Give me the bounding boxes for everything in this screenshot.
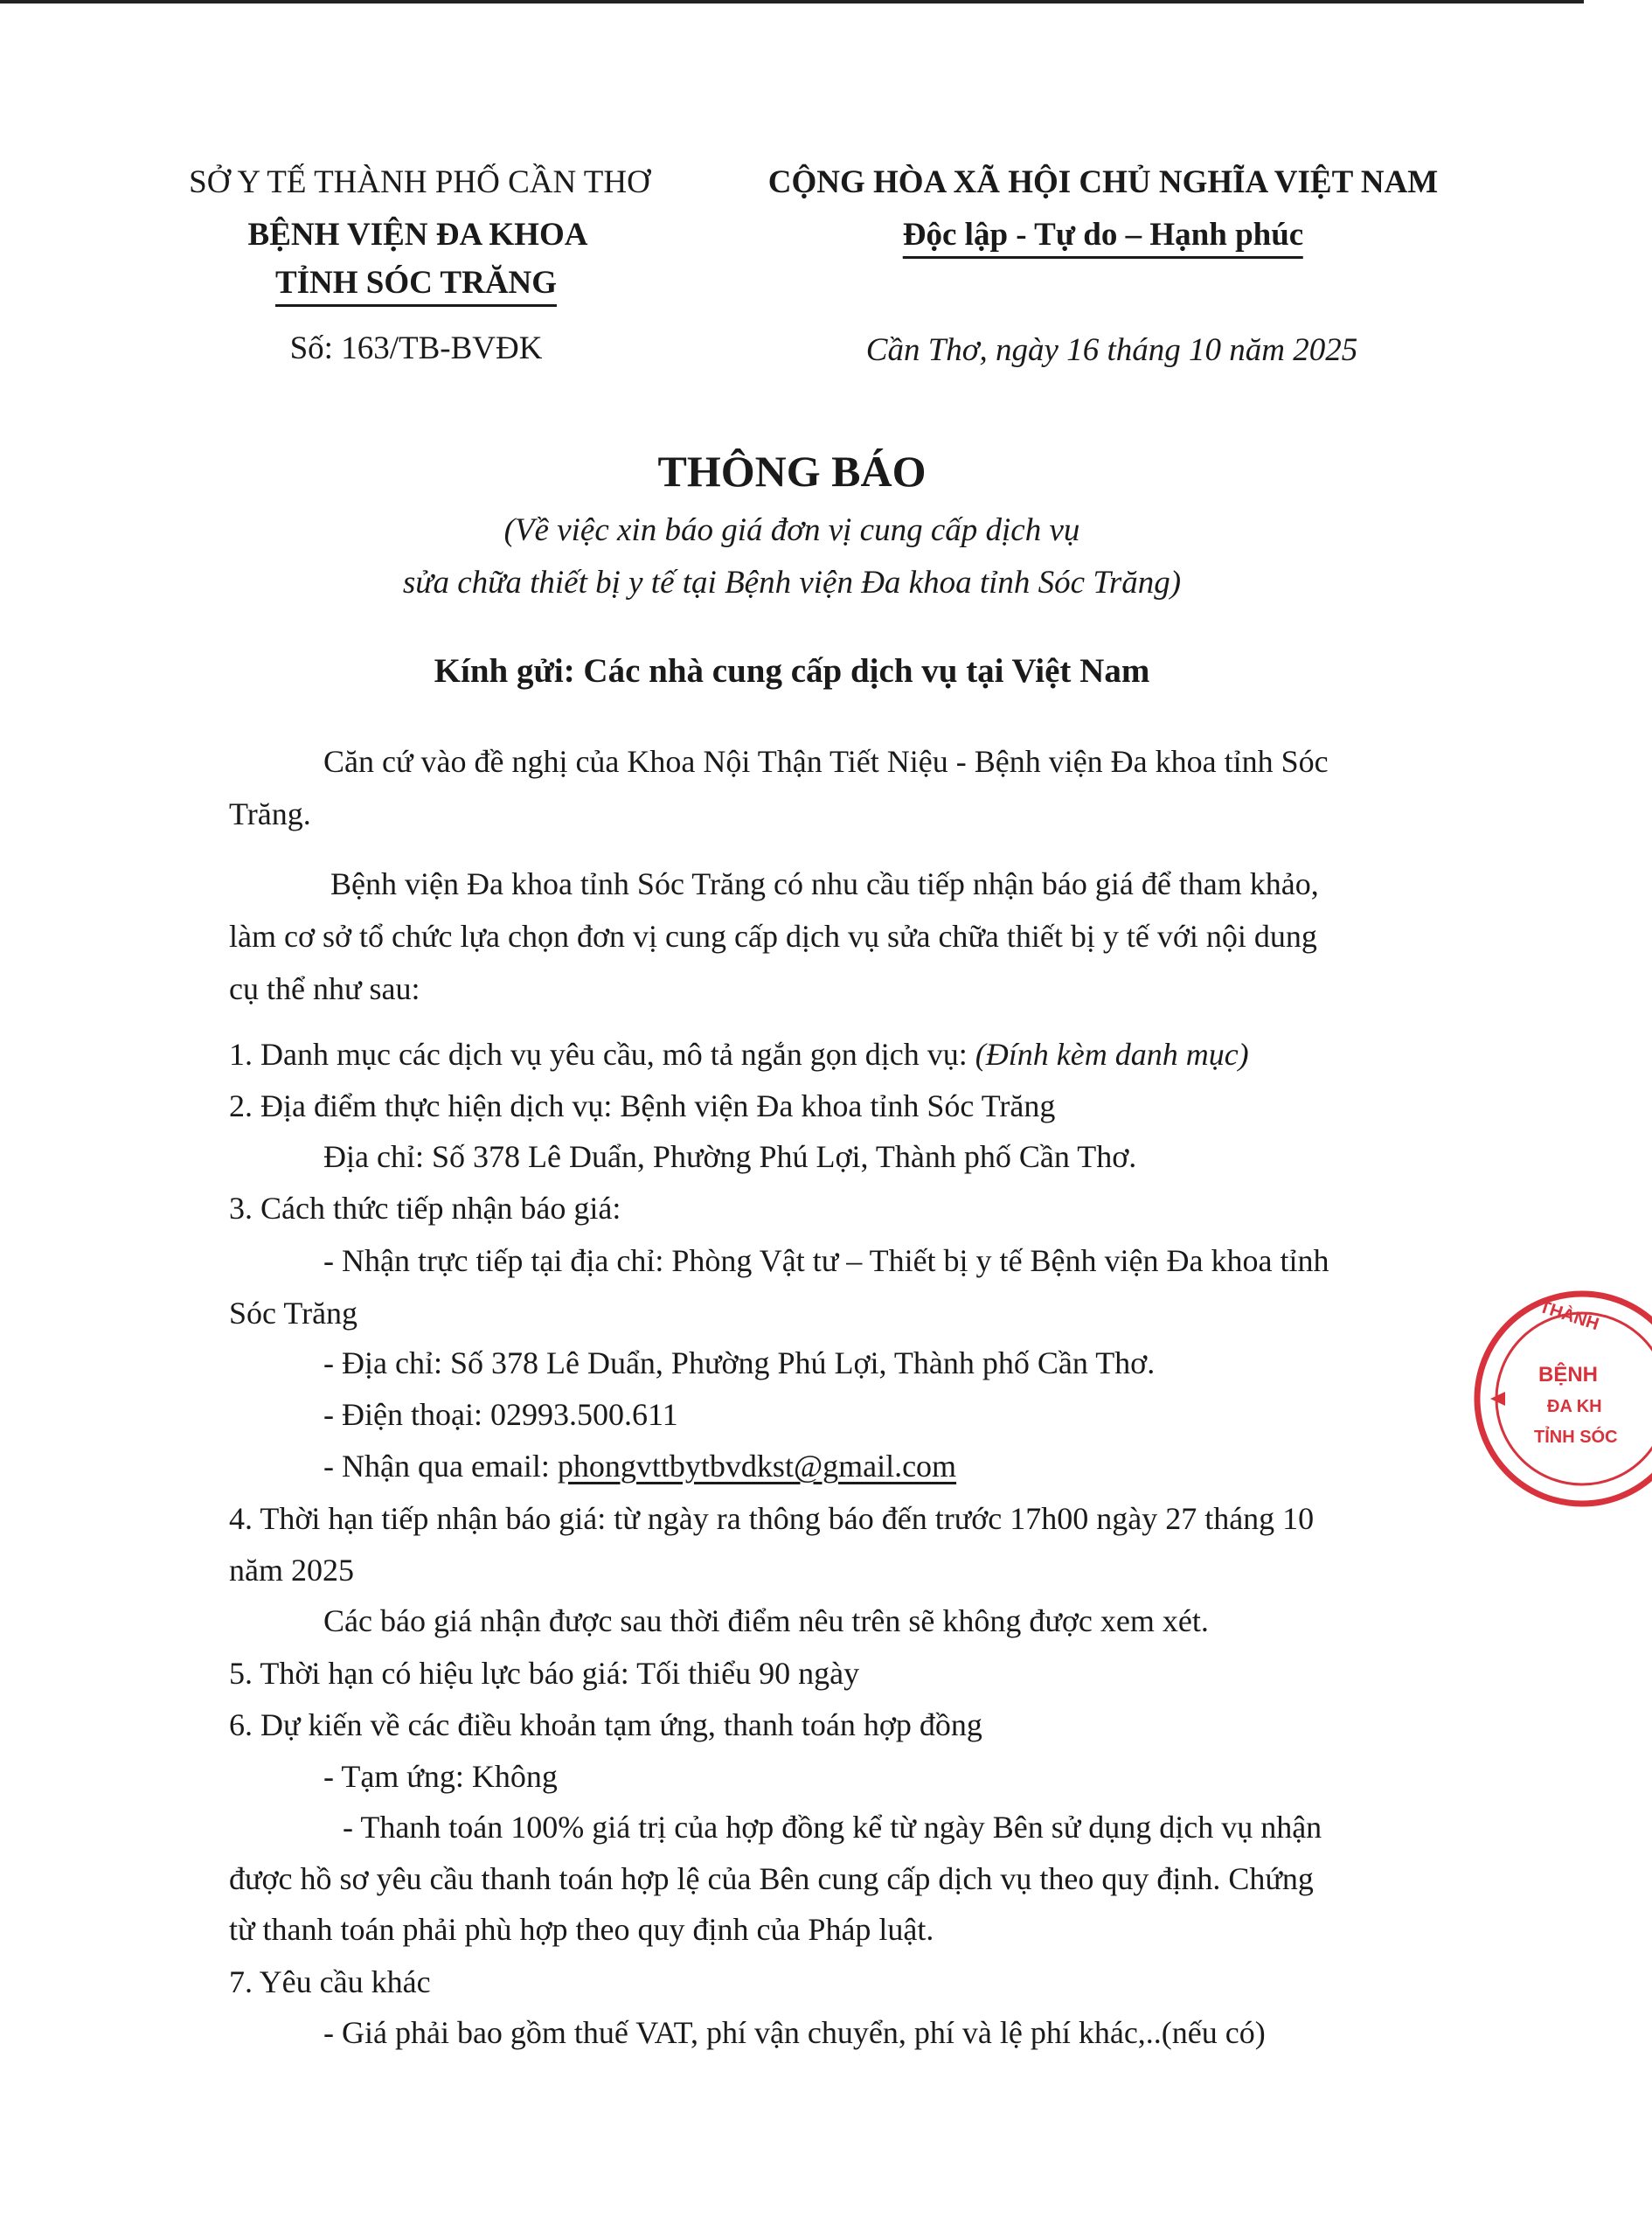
seal-text-line1: BỆNH [1538,1363,1599,1387]
paragraph-2-line-3: cụ thể như sau: [229,971,420,1006]
item-6-advance: - Tạm ứng: Không [323,1759,558,1794]
seal-text-line2: ĐA KH [1547,1397,1602,1416]
paragraph-2-line-2: làm cơ sở tổ chức lựa chọn đơn vị cung cấp dịch vụ sửa chữa thiết bị y tế với nội dung [229,919,1317,954]
item-3-address: - Địa chỉ: Số 378 Lê Duẩn, Phường Phú Lợi, Thành phố Cần Thơ. [323,1345,1156,1380]
paragraph-2-line-1: Bệnh viện Đa khoa tỉnh Sóc Trăng có nhu cầu tiếp nhận báo giá để tham khảo, [330,866,1319,901]
document-subtitle-line2: sửa chữa thiết bị y tế tại Bệnh viện Đa khoa tỉnh Sóc Trăng) [402,565,1182,601]
item-3-heading: 3. Cách thức tiếp nhận báo giá: [229,1191,621,1226]
item-4-line-1: 4. Thời hạn tiếp nhận báo giá: từ ngày ra thông báo đến trước 17h00 ngày 27 tháng 10 [229,1501,1315,1536]
document-number: Số: 163/TB-BVĐK [289,330,543,366]
item-3-direct-line-1: - Nhận trực tiếp tại địa chỉ: Phòng Vật tư – Thiết bị y tế Bệnh viện Đa khoa tỉnh [323,1243,1329,1278]
item-3-direct-line-2: Sóc Trăng [229,1296,358,1331]
item-7-price: - Giá phải bao gồm thuế VAT, phí vận chuyển, phí và lệ phí khác,..(nếu có) [323,2015,1266,2050]
item-2-line-2: Địa chỉ: Số 378 Lê Duẩn, Phường Phú Lợi, Thành phố Cần Thơ. [323,1139,1137,1174]
scan-top-edge [0,0,1584,3]
item-2-line-1: 2. Địa điểm thực hiện dịch vụ: Bệnh viện Đa khoa tỉnh Sóc Trăng [229,1088,1056,1123]
paragraph-1-line-1: Căn cứ vào đề nghị của Khoa Nội Thận Tiết Niệu - Bệnh viện Đa khoa tỉnh Sóc [323,744,1329,779]
item-3-phone: - Điện thoại: 02993.500.611 [323,1397,678,1432]
document-title: THÔNG BÁO [657,447,927,496]
item-6-payment-line-2: được hồ sơ yêu cầu thanh toán hợp lệ của Bên cung cấp dịch vụ theo quy định. Chứng [229,1861,1314,1896]
item-6-payment-line-3: từ thanh toán phải phù hợp theo quy định của Pháp luật. [229,1912,934,1947]
seal-text-line3: TỈNH SÓC [1534,1428,1618,1447]
agency-name-line2: BỆNH VIỆN ĐA KHOA [247,217,588,253]
document-subtitle-line1: (Về việc xin báo giá đơn vị cung cấp dịch vụ [503,512,1080,548]
agency-name-line3: TỈNH SÓC TRĂNG [275,267,557,299]
email-link[interactable]: phongvttbytbvdkst@gmail.com [557,1449,957,1484]
item-6-payment-line-1: - Thanh toán 100% giá trị của hợp đồng kể từ ngày Bên sử dụng dịch vụ nhận [343,1810,1322,1845]
item-6-heading: 6. Dự kiến về các điều khoản tạm ứng, thanh toán hợp đồng [229,1707,982,1742]
item-4-note: Các báo giá nhận được sau thời điểm nêu trên sẽ không được xem xét. [323,1603,1209,1638]
nation-title: CỘNG HÒA XÃ HỘI CHỦ NGHĨA VIỆT NAM [767,164,1439,200]
paragraph-1-line-2: Trăng. [229,796,311,831]
recipient-line: Kính gửi: Các nhà cung cấp dịch vụ tại Việt Nam [434,652,1150,690]
agency-name-line1: SỞ Y TẾ THÀNH PHỐ CẦN THƠ [189,164,650,200]
place-date: Cần Thơ, ngày 16 tháng 10 năm 2025 [865,332,1358,368]
nation-motto: Độc lập - Tự do – Hạnh phúc [903,219,1303,251]
item-7-heading: 7. Yêu cầu khác [229,1964,431,1999]
seal-text-top: THÀNH [1537,1296,1601,1335]
item-3-email-line: - Nhận qua email: phongvttbytbvdkst@gmail.com [323,1449,957,1484]
official-seal-stamp [1451,1285,1652,1512]
item-1: 1. Danh mục các dịch vụ yêu cầu, mô tả ngắn gọn dịch vụ: (Đính kèm danh mục) [229,1037,1249,1072]
item-5: 5. Thời hạn có hiệu lực báo giá: Tối thiểu 90 ngày [229,1656,860,1691]
item-4-line-2: năm 2025 [229,1553,354,1588]
